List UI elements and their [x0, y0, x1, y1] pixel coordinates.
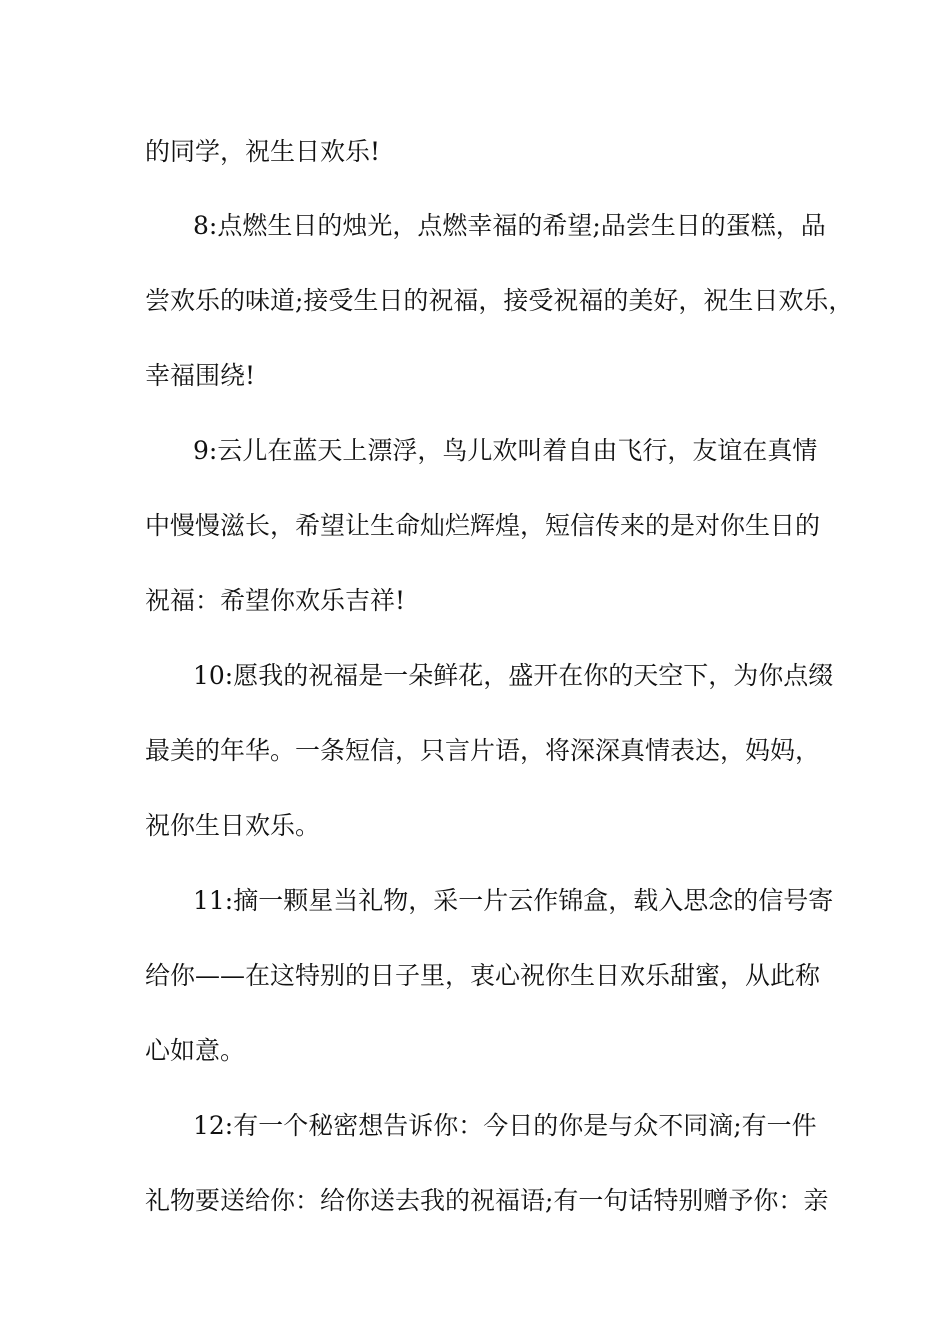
text-line: 给你——在这特别的日子里，衷心祝你生日欢乐甜蜜，从此称	[145, 961, 821, 990]
text-line: 8:点燃生日的烛光，点燃幸福的希望;品尝生日的蛋糕，品	[193, 211, 826, 240]
text-line: 11:摘一颗星当礼物，采一片云作锦盒，载入思念的信号寄	[193, 886, 834, 915]
text-line: 最美的年华。一条短信，只言片语，将深深真情表达，妈妈，	[145, 736, 821, 765]
text-line: 9:云儿在蓝天上漂浮，鸟儿欢叫着自由飞行，友谊在真情	[193, 436, 818, 465]
text-line: 的同学，祝生日欢乐!	[145, 137, 381, 166]
text-line: 礼物要送给你：给你送去我的祝福语;有一句话特别赠予你：亲	[145, 1186, 829, 1215]
text-line: 心如意。	[145, 1036, 246, 1065]
text-line: 祝福：希望你欢乐吉祥!	[145, 586, 406, 615]
text-line: 尝欢乐的味道;接受生日的祝福，接受祝福的美好，祝生日欢乐，	[145, 286, 854, 315]
text-line: 祝你生日欢乐。	[145, 811, 321, 840]
text-line: 幸福围绕!	[145, 361, 256, 390]
text-line: 12:有一个秘密想告诉你：今日的你是与众不同滴;有一件	[193, 1111, 817, 1140]
text-line: 10:愿我的祝福是一朵鲜花，盛开在你的天空下，为你点缀	[193, 661, 834, 690]
text-line: 中慢慢滋长，希望让生命灿烂辉煌，短信传来的是对你生日的	[145, 511, 821, 540]
